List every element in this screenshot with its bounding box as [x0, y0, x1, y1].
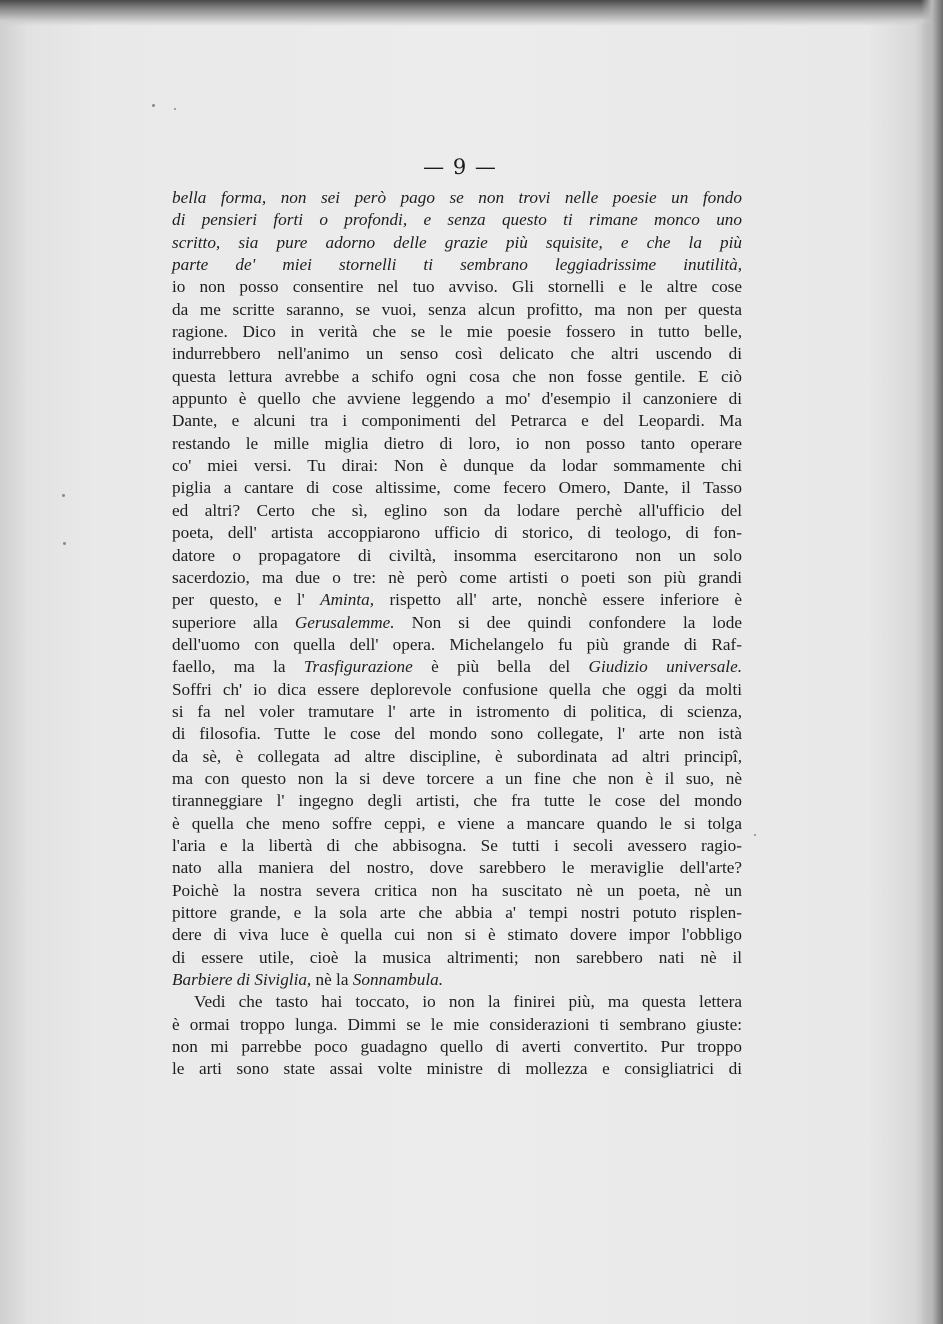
italic-text: Trasfigurazione [303, 657, 413, 677]
text-run: indurrebbero nell'animo un senso così delicato che altri uscendo di [172, 344, 742, 364]
text-line [172, 902, 742, 924]
text-line [172, 612, 742, 634]
paper-speck [152, 104, 155, 107]
text-run: superiore alla [172, 612, 295, 632]
italic-text: scritto, sia pure adorno delle grazie più squisite, e che la più [172, 232, 742, 252]
text-line [172, 366, 742, 388]
text-line [172, 545, 742, 567]
text-line [172, 1014, 742, 1036]
text-run: faello, ma la [172, 657, 304, 677]
text-run: si fa nel voler tramutare l' arte in istromento di politica, di scienza, [172, 701, 742, 721]
text-run: di filosofia. Tutte le cose del mondo sono collegate, l' arte non istà [172, 724, 742, 744]
text-run: piglia a cantare di cose altissime, come fecero Omero, Dante, il Tasso [172, 478, 742, 498]
text-line [172, 522, 742, 544]
text-line [172, 232, 742, 254]
text-run: è ormai troppo lunga. Dimmi se le mie considerazioni ti sembrano giuste: [172, 1014, 742, 1034]
text-line [172, 477, 742, 499]
text-run: di essere utile, cioè la musica altrimenti; non sarebbero nati nè il [172, 947, 742, 967]
text-line [172, 790, 742, 812]
text-line [172, 924, 742, 946]
text-run: le arti sono state assai volte ministre di mollezza e consigliatrici di [172, 1059, 742, 1079]
text-run: nato alla maniera del nostro, dove sarebbero le meraviglie dell'arte? [172, 858, 742, 878]
text-line [172, 388, 742, 410]
text-run: tiranneggiare l' ingegno degli artisti, che fra tutte le cose del mondo [172, 791, 742, 811]
text-line [172, 187, 742, 209]
text-line [172, 343, 742, 365]
text-line [172, 589, 742, 611]
text-run: questa lettura avrebbe a schifo ogni cosa che non fosse gentile. E ciò [172, 366, 742, 386]
text-run: sacerdozio, ma due o tre: nè però come artisti o poeti son più grandi [172, 567, 742, 587]
text-run: ma con questo non la si deve torcere a un fine che non è il suo, nè [172, 768, 742, 788]
body-text [172, 187, 742, 1081]
text-line [172, 634, 742, 656]
text-run: io non posso consentire nel tuo avviso. Gli stornelli e le altre cose [172, 277, 742, 297]
text-line [172, 209, 742, 231]
text-run: appunto è quello che avviene leggendo a mo' d'esempio il canzoniere di [172, 389, 742, 409]
text-line [172, 567, 742, 589]
text-line [172, 656, 742, 678]
paper-speck [63, 542, 66, 545]
italic-text: di pensieri forti o profondi, e senza questo ti rimane monco uno [172, 210, 742, 230]
text-run: ed altri? Certo che sì, eglino son da lodare perchè all'ufficio del [172, 500, 742, 520]
text-run: per questo, e l' [172, 590, 321, 610]
text-line [172, 321, 742, 343]
text-run: Vedi che tasto hai toccato, io non la finirei più, ma questa lettera [194, 992, 742, 1012]
text-run: Poichè la nostra severa critica non ha suscitato nè un poeta, nè un [172, 880, 742, 900]
text-run: da sè, è collegata ad altre discipline, è subordinata ad altri principî, [172, 746, 742, 766]
italic-text: Barbiere di Siviglia, [172, 970, 312, 990]
text-run: dere di viva luce è quella cui non si è stimato dovere impor l'obbligo [172, 925, 742, 945]
italic-text: Giudizio universale. [588, 657, 742, 677]
italic-text: bella forma, non sei però pago se non trovi nelle poesie un fondo [172, 188, 742, 207]
page-right-edge [921, 0, 943, 1324]
text-run: è più bella del [412, 657, 589, 677]
text-run: è quella che meno soffre ceppi, e viene a mancare quando le si tolga [172, 813, 742, 833]
text-run: Soffri ch' io dica essere deplorevole confusione quella che oggi da molti [172, 679, 742, 699]
text-line [172, 746, 742, 768]
italic-text: Gerusalemme. [294, 612, 395, 632]
paper-speck [174, 108, 176, 110]
text-run: Non si dee quindi confondere la lode [394, 612, 743, 632]
text-line [172, 410, 742, 432]
text-run: restando le mille miglia dietro di loro, io non posso tanto operare [172, 433, 742, 453]
top-edge-shadow [0, 0, 943, 26]
text-run: pittore grande, e la sola arte che abbia a' tempi nostri potuto risplen- [172, 903, 742, 922]
text-line [172, 768, 742, 790]
text-line [172, 455, 742, 477]
text-run: dell'uomo con quella dell' opera. Michelangelo fu più grande di Raf- [172, 634, 742, 654]
text-line [172, 500, 742, 522]
text-line [172, 991, 742, 1013]
text-line [172, 835, 742, 857]
text-line [172, 1036, 742, 1058]
text-line [172, 947, 742, 969]
text-line [172, 1058, 742, 1080]
text-line [172, 723, 742, 745]
text-line [172, 433, 742, 455]
text-line [172, 679, 742, 701]
text-run: datore o propagatore di civiltà, insomma esercitarono non un solo [172, 545, 742, 565]
text-run: co' miei versi. Tu dirai: Non è dunque da lodar sommamente chi [172, 456, 742, 476]
text-line [172, 254, 742, 276]
text-line [172, 701, 742, 723]
paper-speck [62, 494, 65, 497]
text-line [172, 880, 742, 902]
italic-text: parte de' miei stornelli ti sembrano leggiadrissime inutilità, [172, 255, 742, 275]
text-run: da me scritte saranno, se vuoi, senza alcun profitto, ma non per questa [172, 299, 742, 319]
text-run: nè la [311, 970, 353, 990]
page-number: — 9 — [423, 155, 497, 179]
text-run: l'aria e la libertà di che abbisogna. Se tutti i secoli avessero ragio- [172, 835, 742, 855]
text-run: poeta, dell' artista accoppiarono ufficio di storico, di teologo, di fon- [172, 523, 742, 543]
italic-text: Sonnambula. [352, 970, 443, 990]
text-run: non mi parrebbe poco guadagno quello di averti convertito. Pur troppo [172, 1037, 742, 1057]
text-run: ragione. Dico in verità che se le mie poesie fossero in tutto belle, [172, 322, 742, 342]
text-line [172, 857, 742, 879]
text-line [172, 299, 742, 321]
text-run: rispetto all' arte, nonchè essere inferiore è [374, 590, 742, 610]
text-line [172, 969, 742, 991]
text-line [172, 813, 742, 835]
paper-speck [754, 834, 756, 836]
text-line [172, 276, 742, 298]
text-run: Dante, e alcuni tra i componimenti del Petrarca e del Leopardi. Ma [172, 411, 742, 431]
italic-text: Aminta, [320, 590, 375, 610]
